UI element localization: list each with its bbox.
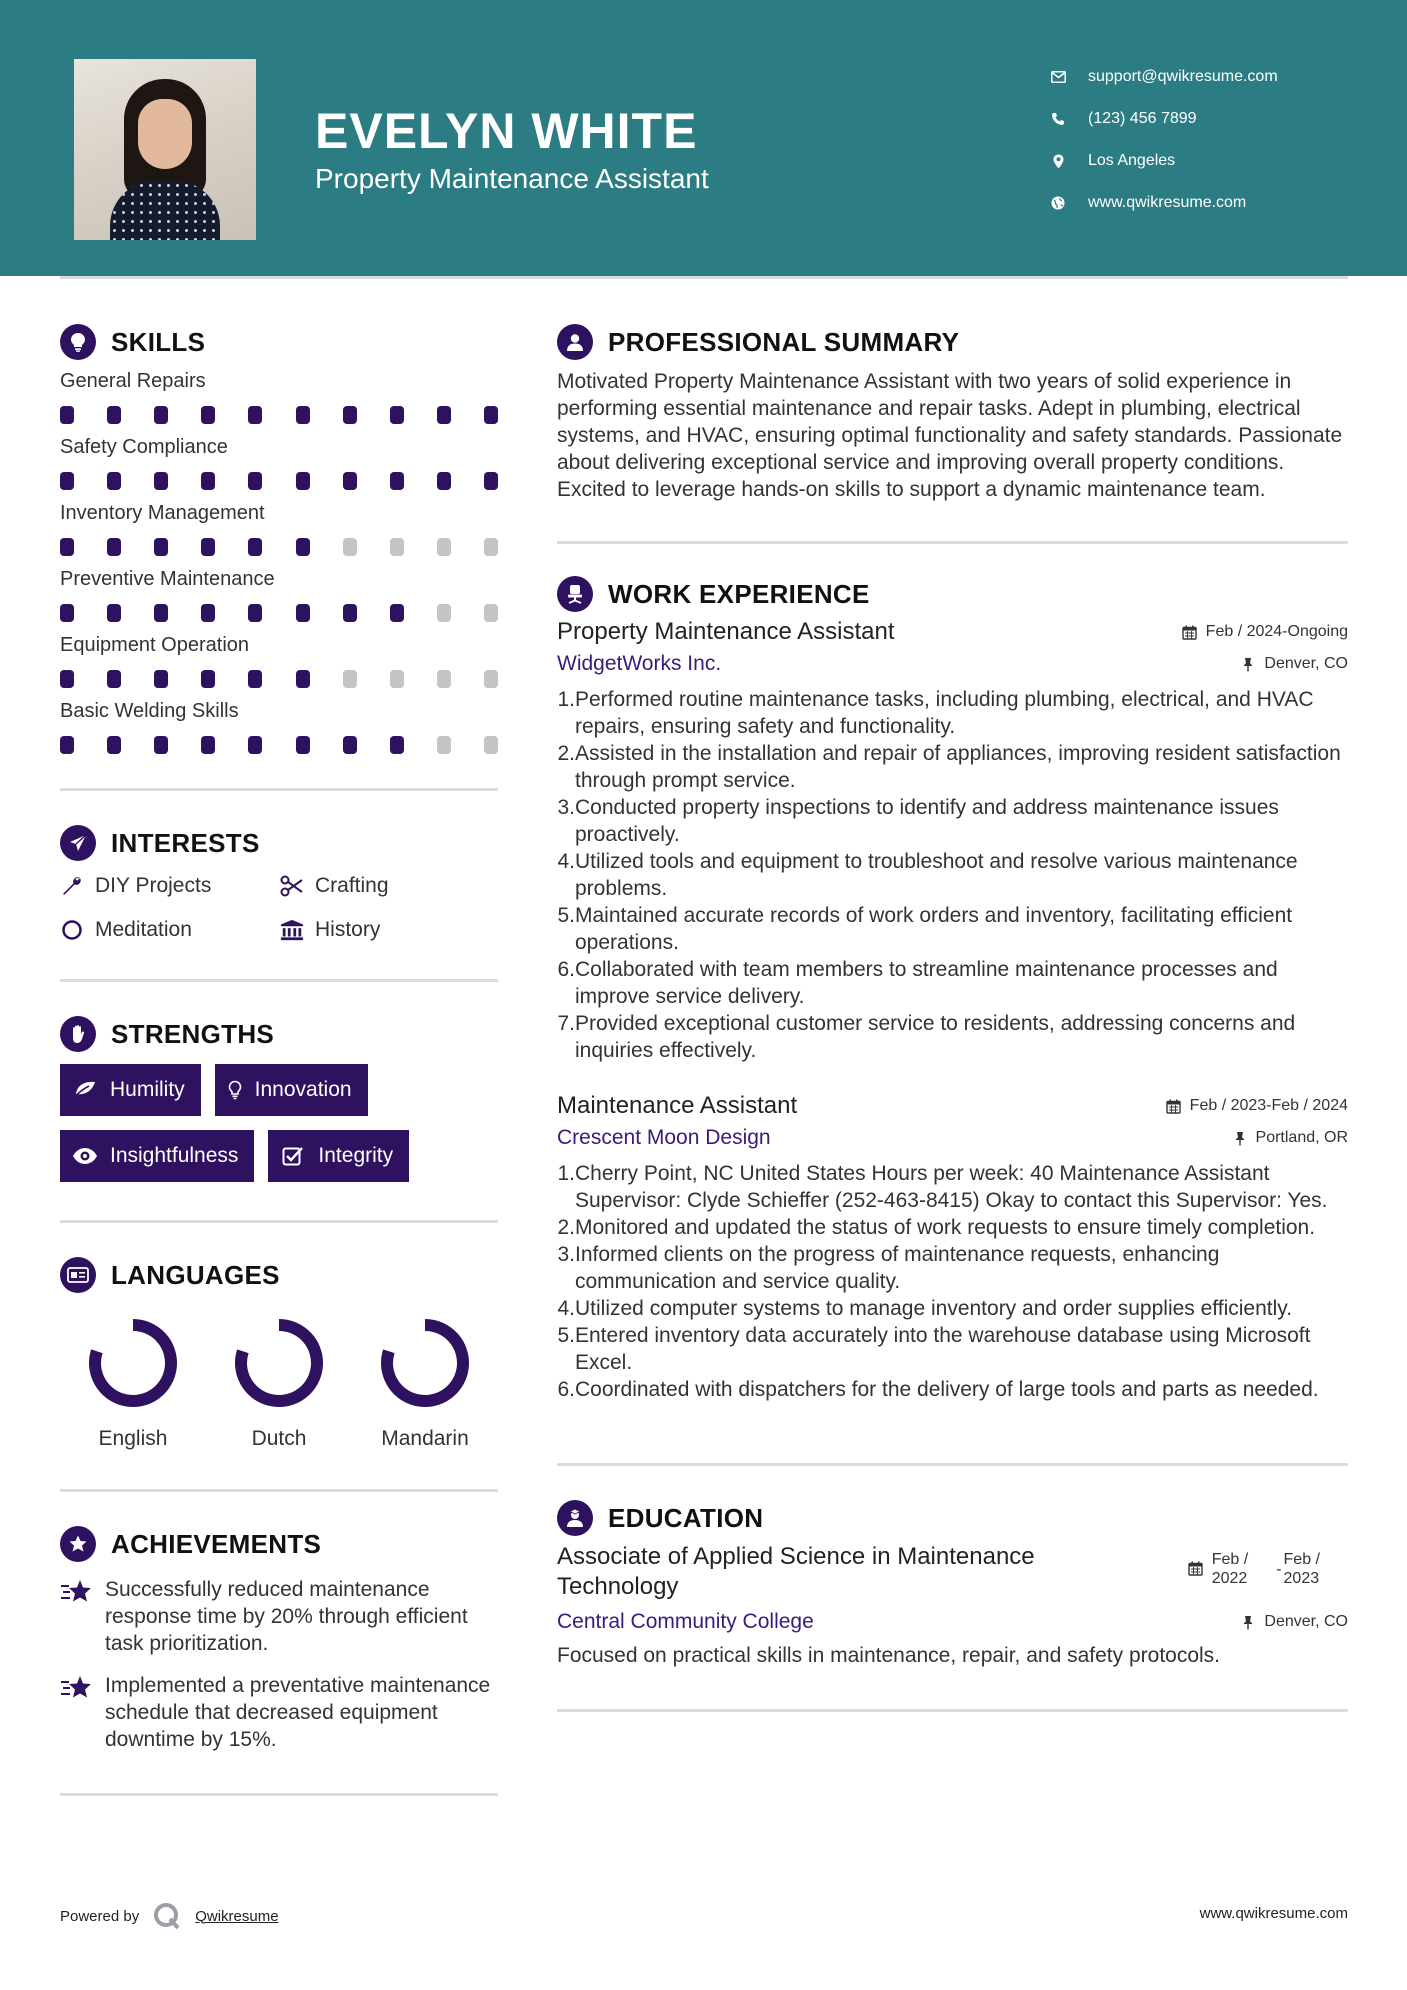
skill-dot-filled <box>390 472 404 490</box>
language-level-ring <box>379 1317 471 1409</box>
interests-title: INTERESTS <box>111 827 260 858</box>
languages-heading <box>60 1253 498 1297</box>
calendar-icon <box>1188 1560 1204 1576</box>
education-heading <box>557 1496 1348 1540</box>
profile-photo <box>74 59 256 240</box>
left-column <box>60 320 498 1796</box>
achievements-heading <box>60 1522 498 1566</box>
circle-icon <box>60 918 84 942</box>
degree-line: Associate of Applied Science in Maintenance <box>557 1543 1035 1570</box>
skill-dot-filled <box>484 406 498 424</box>
contact-website-text: www.qwikresume.com <box>1088 194 1247 211</box>
skill-dot-empty <box>437 736 451 754</box>
skill-dot-filled <box>248 406 262 424</box>
language-card-icon <box>60 1257 96 1293</box>
section-divider <box>60 979 498 982</box>
bullet-text: Performed routine maintenance tasks, including plumbing, electrical, and HVAC repairs, ensuring safety and functionality. <box>575 688 1314 738</box>
job-dates-text: Feb / 2023-Feb / 2024 <box>1189 1097 1348 1114</box>
candidate-name: EVELYN WHITE <box>315 103 698 159</box>
strengths-title: STRENGTHS <box>111 1018 275 1049</box>
section-divider <box>60 1793 498 1796</box>
skill-dot-empty <box>437 538 451 556</box>
job-bullet <box>557 794 1348 848</box>
degree-line: Technology <box>557 1573 679 1600</box>
date-start-year: 2022 <box>1211 1570 1248 1587</box>
interest-label: Meditation <box>95 918 192 941</box>
graduate-icon <box>557 1500 593 1536</box>
calendar-icon <box>1182 624 1198 640</box>
office-chair-icon <box>557 576 593 612</box>
date-end-year: 2023 <box>1283 1570 1320 1587</box>
language-level-ring <box>87 1317 179 1409</box>
pushpin-icon <box>1240 1614 1256 1630</box>
achievement-text: Successfully reduced maintenance response time by 20% through efficient task prioritization. <box>105 1578 468 1655</box>
bullet-number: 3. <box>557 796 575 819</box>
skill-rating <box>60 406 498 424</box>
bullet-text: Informed clients on the progress of maintenance requests, enhancing communication and service quality. <box>575 1243 1220 1293</box>
languages-list <box>60 1317 498 1451</box>
pushpin-icon <box>1240 656 1256 672</box>
bullet-text: Conducted property inspections to identify and address maintenance issues proactively. <box>575 796 1279 846</box>
language-name: English <box>98 1427 168 1450</box>
language-item <box>352 1317 498 1451</box>
strength-label: Humility <box>110 1078 185 1101</box>
lightbulb-icon <box>60 324 96 360</box>
job-dates <box>1182 623 1348 641</box>
language-name: Mandarin <box>381 1427 469 1450</box>
contact-location <box>1050 140 1370 182</box>
skill-dot-filled <box>201 406 215 424</box>
strength-chip <box>60 1130 254 1182</box>
company-name: Crescent Moon Design <box>557 1126 771 1149</box>
skill-dot-filled <box>60 604 74 622</box>
strengths-heading <box>60 1012 498 1056</box>
envelope-icon <box>1050 69 1066 85</box>
interests-list <box>60 871 498 945</box>
job-subheader <box>557 1126 1348 1150</box>
contact-phone[interactable] <box>1050 98 1370 140</box>
contact-website[interactable] <box>1050 182 1370 224</box>
strength-label: Insightfulness <box>110 1144 239 1167</box>
skill-dot-filled <box>60 538 74 556</box>
map-pin-icon <box>1050 153 1066 169</box>
summary-text: Motivated Property Maintenance Assistant with two years of solid experience in performing essential maintenance and repair tasks. Adept in plumbing, electrical systems, and HVAC, ensuring optimal functionality and safety standards. Passionate about delivering exceptional service and improving overall property conditions. Excited to leverage hands-on skills to support a dynamic maintenance team. <box>557 370 1343 501</box>
skill-dot-filled <box>437 472 451 490</box>
skill-dot-filled <box>390 406 404 424</box>
section-divider <box>60 1489 498 1492</box>
skill-rating <box>60 736 498 754</box>
lightbulb-icon <box>227 1079 243 1101</box>
strength-chip <box>268 1130 409 1182</box>
job-entry <box>557 1092 1348 1403</box>
bullet-text: Collaborated with team members to streamline maintenance processes and improve service delivery. <box>575 958 1278 1008</box>
achievement-item <box>60 1576 498 1657</box>
job-bullet <box>557 1295 1348 1322</box>
skill-dot-filled <box>296 538 310 556</box>
footer-url[interactable]: www.qwikresume.com <box>1199 1905 1348 1922</box>
scissors-icon <box>280 874 304 898</box>
skill-dot-filled <box>248 736 262 754</box>
achievements-list <box>60 1576 498 1753</box>
skill-dot-filled <box>248 670 262 688</box>
job-bullet <box>557 1160 1348 1214</box>
summary-heading <box>557 320 1348 364</box>
education-title: EDUCATION <box>608 1502 764 1533</box>
interest-label: Crafting <box>315 874 389 897</box>
contact-email-text: support@qwikresume.com <box>1088 68 1278 85</box>
section-divider <box>557 1463 1348 1466</box>
skill-dot-filled <box>248 604 262 622</box>
interest-item <box>60 915 280 945</box>
check-square-icon <box>280 1145 306 1167</box>
section-divider <box>60 1220 498 1223</box>
skill-dot-filled <box>343 406 357 424</box>
achievement-item <box>60 1672 498 1753</box>
bullet-number: 6. <box>557 1378 575 1401</box>
job-bullet <box>557 1322 1348 1376</box>
skill-dot-empty <box>437 604 451 622</box>
bullet-text: Cherry Point, NC United States Hours per week: 40 Maintenance Assistant Supervisor: Clyde Schieffer (252-463-8415) Okay to contact this Supervisor: Yes. <box>575 1162 1328 1212</box>
skills-title: SKILLS <box>111 326 206 357</box>
job-bullet <box>557 686 1348 740</box>
star-badge-icon <box>60 1526 96 1562</box>
date-separator: - <box>1276 1561 1282 1578</box>
job-bullet <box>557 848 1348 902</box>
job-bullet <box>557 1376 1348 1403</box>
job-bullet <box>557 1010 1348 1064</box>
job-location <box>1232 1129 1348 1147</box>
language-name: Dutch <box>251 1427 307 1450</box>
bullet-number: 1. <box>557 1162 575 1185</box>
skill-dot-filled <box>248 538 262 556</box>
education-dates <box>1188 1550 1320 1602</box>
language-level-arc <box>241 1325 317 1401</box>
education-location-text: Denver, CO <box>1264 1613 1348 1630</box>
interests-heading <box>60 821 498 865</box>
eye-icon <box>72 1145 98 1167</box>
strength-label: Innovation <box>254 1078 352 1101</box>
bullet-number: 5. <box>557 1324 575 1347</box>
interest-label: History <box>315 918 381 941</box>
skill-dot-empty <box>390 670 404 688</box>
bullet-number: 2. <box>557 1216 575 1239</box>
bullet-number: 3. <box>557 1243 575 1266</box>
paper-plane-icon <box>60 825 96 861</box>
school-name: Central Community College <box>557 1610 814 1633</box>
bullet-number: 7. <box>557 1012 575 1035</box>
user-icon <box>557 324 593 360</box>
degree-title <box>557 1542 1035 1602</box>
skill-dot-filled <box>107 736 121 754</box>
bullet-text: Utilized tools and equipment to troubleshoot and resolve various maintenance problems. <box>575 850 1298 900</box>
job-bullets <box>557 1160 1348 1403</box>
job-location-text: Denver, CO <box>1264 655 1348 672</box>
interest-item <box>280 871 498 901</box>
experience-title: WORK EXPERIENCE <box>608 578 870 609</box>
skill-name: Equipment Operation <box>60 634 250 656</box>
bullet-text: Provided exceptional customer service to residents, addressing concerns and inquiries effectively. <box>575 1012 1296 1062</box>
job-dates-text: Feb / 2024-Ongoing <box>1205 623 1348 640</box>
skill-dot-filled <box>60 472 74 490</box>
skill-dot-filled <box>60 406 74 424</box>
skill-dot-filled <box>60 736 74 754</box>
job-location <box>1240 655 1348 673</box>
contact-email[interactable] <box>1050 56 1370 98</box>
skill-dot-filled <box>107 670 121 688</box>
education-location <box>1240 1613 1348 1631</box>
achievement-text: Implemented a preventative maintenance schedule that decreased equipment downtime by 15%. <box>105 1674 491 1751</box>
skill-dot-filled <box>390 604 404 622</box>
bullet-number: 4. <box>557 850 575 873</box>
contact-location-text: Los Angeles <box>1088 152 1176 169</box>
skill-dot-filled <box>154 736 168 754</box>
footer-brand <box>60 1902 279 1930</box>
job-dates <box>1166 1097 1348 1115</box>
bullet-text: Assisted in the installation and repair of appliances, improving resident satisfaction through prompt service. <box>575 742 1341 792</box>
skill-name: Preventive Maintenance <box>60 568 275 590</box>
job-bullet <box>557 740 1348 794</box>
skill-dot-filled <box>437 406 451 424</box>
skill-dot-filled <box>484 472 498 490</box>
section-divider <box>60 788 498 791</box>
strength-chip <box>60 1064 201 1116</box>
powered-by-text: Powered by <box>60 1907 140 1925</box>
skill-dot-filled <box>154 670 168 688</box>
education-description: Focused on practical skills in maintenance, repair, and safety protocols. <box>557 1644 1221 1667</box>
bullet-text: Entered inventory data accurately into the warehouse database using Microsoft Excel. <box>575 1324 1311 1374</box>
skill-dot-empty <box>484 604 498 622</box>
section-divider <box>557 541 1348 544</box>
job-header <box>557 618 1348 646</box>
skill-dot-empty <box>437 670 451 688</box>
pushpin-icon <box>1232 1130 1248 1146</box>
language-item <box>60 1317 206 1451</box>
job-subheader <box>557 652 1348 676</box>
star-icon <box>60 1578 94 1608</box>
globe-icon <box>1050 195 1066 211</box>
hand-icon <box>60 1016 96 1052</box>
skill-dot-filled <box>154 472 168 490</box>
achievements-title: ACHIEVEMENTS <box>111 1528 322 1559</box>
header-divider <box>60 276 1348 279</box>
skill-dot-filled <box>60 670 74 688</box>
skill-dot-empty <box>484 538 498 556</box>
star-icon <box>60 1674 94 1704</box>
bullet-text: Monitored and updated the status of work requests to ensure timely completion. <box>575 1216 1316 1239</box>
job-title: Maintenance Assistant <box>557 1092 798 1119</box>
education-entry <box>557 1542 1348 1669</box>
skill-rating <box>60 604 498 622</box>
skill-dot-empty <box>484 670 498 688</box>
skill-dot-filled <box>343 736 357 754</box>
skill-dot-filled <box>201 472 215 490</box>
section-divider <box>557 1709 1348 1712</box>
skill-dot-filled <box>296 670 310 688</box>
company-name: WidgetWorks Inc. <box>557 652 722 675</box>
date-end-month: Feb / <box>1283 1551 1320 1568</box>
right-column <box>557 320 1348 1712</box>
language-level-ring <box>233 1317 325 1409</box>
skill-dot-filled <box>343 472 357 490</box>
summary-title: PROFESSIONAL SUMMARY <box>608 326 960 357</box>
skill-dot-filled <box>154 538 168 556</box>
bullet-text: Coordinated with dispatchers for the delivery of large tools and parts as needed. <box>575 1378 1319 1401</box>
skill-rating <box>60 472 498 490</box>
skill-dot-filled <box>390 736 404 754</box>
education-subheader <box>557 1610 1348 1634</box>
header-banner <box>0 0 1407 276</box>
strength-label: Integrity <box>318 1144 394 1167</box>
bullet-number: 4. <box>557 1297 575 1320</box>
skills-list <box>60 370 498 754</box>
bullet-text: Maintained accurate records of work orders and inventory, facilitating efficient operations. <box>575 904 1293 954</box>
interest-item <box>280 915 498 945</box>
job-location-text: Portland, OR <box>1255 1129 1348 1146</box>
skill-dot-filled <box>296 604 310 622</box>
strength-chip <box>215 1064 368 1116</box>
skill-dot-empty <box>343 670 357 688</box>
language-item <box>206 1317 352 1451</box>
bullet-number: 1. <box>557 688 575 711</box>
job-title: Property Maintenance Assistant <box>557 618 895 645</box>
contact-phone-text: (123) 456 7899 <box>1088 110 1197 127</box>
bullet-number: 6. <box>557 958 575 981</box>
skill-dot-filled <box>107 406 121 424</box>
experience-heading <box>557 572 1348 616</box>
education-date-start <box>1212 1550 1248 1588</box>
leaf-icon <box>72 1079 98 1101</box>
phone-icon <box>1050 111 1066 127</box>
interest-label: DIY Projects <box>95 874 212 897</box>
skill-name: General Repairs <box>60 370 206 392</box>
skill-name: Safety Compliance <box>60 436 228 458</box>
skill-rating <box>60 538 498 556</box>
date-start-month: Feb / <box>1211 1551 1249 1568</box>
education-date-end <box>1284 1550 1320 1588</box>
job-bullet <box>557 956 1348 1010</box>
skill-dot-filled <box>154 604 168 622</box>
skill-dot-empty <box>343 538 357 556</box>
skill-name: Inventory Management <box>60 502 265 524</box>
candidate-title: Property Maintenance Assistant <box>315 163 709 194</box>
skill-dot-filled <box>201 670 215 688</box>
job-bullet <box>557 1241 1348 1295</box>
skill-dot-filled <box>296 736 310 754</box>
calendar-icon <box>1166 1098 1182 1114</box>
job-header <box>557 1092 1348 1120</box>
skill-dot-filled <box>296 472 310 490</box>
interest-item <box>60 871 280 901</box>
job-bullet <box>557 902 1348 956</box>
skill-dot-filled <box>201 604 215 622</box>
skill-dot-filled <box>107 604 121 622</box>
museum-icon <box>280 918 304 942</box>
qwikresume-logo-icon <box>153 1902 181 1930</box>
wrench-icon <box>60 874 84 898</box>
job-entry <box>557 618 1348 1064</box>
skill-dot-empty <box>484 736 498 754</box>
contact-block <box>1050 56 1370 224</box>
languages-title: LANGUAGES <box>111 1259 280 1290</box>
skill-rating <box>60 670 498 688</box>
skills-heading <box>60 320 498 364</box>
language-level-arc <box>387 1325 463 1401</box>
bullet-number: 2. <box>557 742 575 765</box>
qwikresume-link[interactable]: Qwikresume <box>195 1907 279 1925</box>
skill-dot-filled <box>154 406 168 424</box>
skill-dot-filled <box>107 538 121 556</box>
skill-dot-filled <box>343 604 357 622</box>
skill-dot-filled <box>107 472 121 490</box>
bullet-text: Utilized computer systems to manage inventory and order supplies efficiently. <box>575 1297 1293 1320</box>
skill-dot-empty <box>390 538 404 556</box>
skill-dot-filled <box>296 406 310 424</box>
skill-dot-filled <box>201 538 215 556</box>
language-level-arc <box>95 1325 171 1401</box>
skill-dot-filled <box>248 472 262 490</box>
bullet-number: 5. <box>557 904 575 927</box>
strengths-list <box>60 1064 498 1182</box>
job-bullets <box>557 686 1348 1064</box>
skill-dot-filled <box>201 736 215 754</box>
job-bullet <box>557 1214 1348 1241</box>
skill-name: Basic Welding Skills <box>60 700 239 722</box>
